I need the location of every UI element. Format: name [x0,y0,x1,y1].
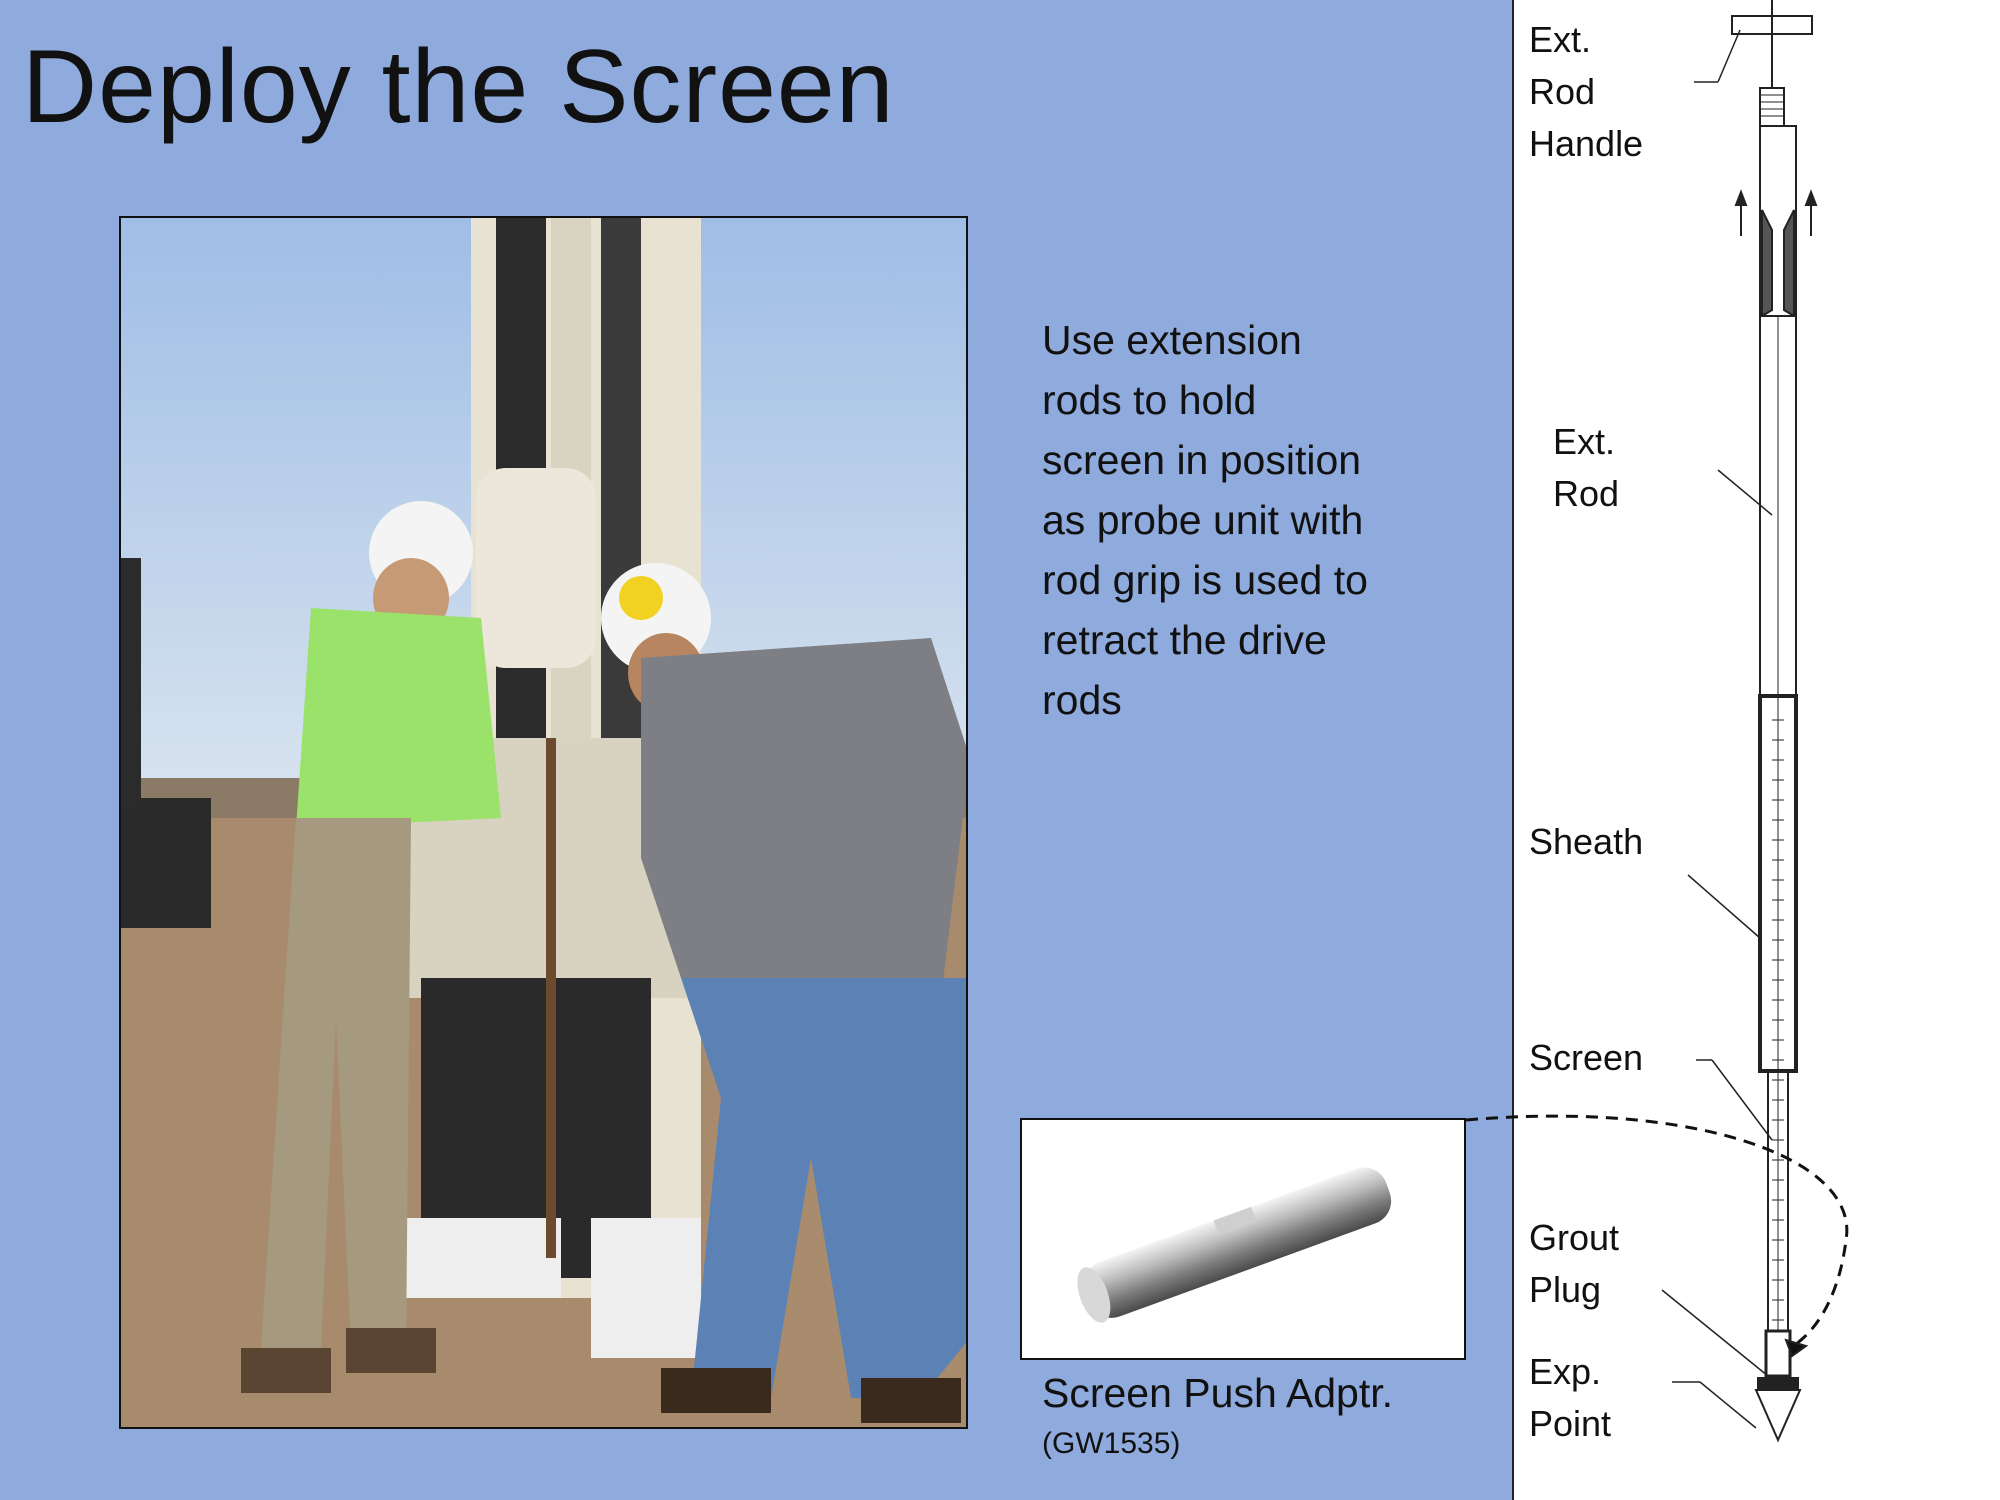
label-line: Grout [1529,1217,1620,1258]
label-line: Handle [1529,123,1644,164]
label-line: Point [1529,1403,1612,1444]
label-sheath [1529,816,1643,868]
label-line: Rod [1553,473,1620,514]
label-exp-point [1529,1346,1611,1450]
label-screen [1529,1032,1643,1084]
label-line: Sheath [1529,821,1644,862]
label-line: Ext. [1553,421,1616,462]
label-grout-plug [1529,1212,1619,1316]
label-line: Plug [1529,1269,1602,1310]
adapter-caption: Screen Push Adptr. [1042,1370,1394,1416]
label-line: Ext. [1529,19,1592,60]
label-line: Exp. [1529,1351,1602,1392]
label-ext-rod [1553,416,1619,520]
body-line: rods [1042,677,1122,723]
label-line: Screen [1529,1037,1644,1078]
body-line: retract the drive [1042,617,1327,663]
body-line: rod grip is used to [1042,557,1368,603]
label-ext-rod-handle [1529,14,1643,170]
body-line: screen in position [1042,437,1362,483]
slide-title: Deploy the Screen [22,29,895,145]
body-line: Use extension [1042,317,1302,363]
label-line: Rod [1529,71,1596,112]
body-line: as probe unit with [1042,497,1364,543]
body-line: rods to hold [1042,377,1257,423]
adapter-part-number: (GW1535) [1042,1427,1181,1460]
